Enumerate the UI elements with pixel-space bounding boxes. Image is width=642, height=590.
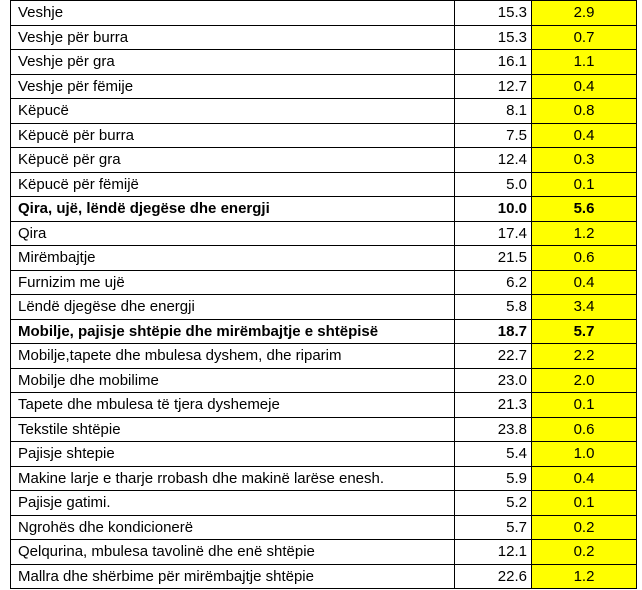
table-row (11, 368, 637, 393)
row-label-cell[interactable]: Këpucë (11, 99, 455, 124)
row-weight-cell[interactable]: 0.8 (532, 99, 637, 124)
table-row (11, 491, 637, 516)
row-label-cell[interactable]: Veshje për burra (11, 25, 455, 50)
row-index-cell[interactable]: 5.4 (455, 442, 532, 467)
table-row (11, 99, 637, 124)
row-label-cell[interactable]: Mobilje,tapete dhe mbulesa dyshem, dhe riparim (11, 344, 455, 369)
row-index-cell[interactable]: 12.7 (455, 74, 532, 99)
row-index-cell[interactable]: 22.7 (455, 344, 532, 369)
table-row (11, 540, 637, 565)
row-label-cell[interactable]: Qelqurina, mbulesa tavolinë dhe enë shtëpie (11, 540, 455, 565)
row-label-cell[interactable]: Veshje për gra (11, 50, 455, 75)
table-row (11, 442, 637, 467)
row-label-cell[interactable]: Pajisje shtepie (11, 442, 455, 467)
table-row (11, 221, 637, 246)
row-label-cell[interactable]: Veshje për fëmije (11, 74, 455, 99)
row-label-cell[interactable]: Ngrohës dhe kondicionerë (11, 515, 455, 540)
row-weight-cell[interactable]: 1.2 (532, 564, 637, 589)
row-weight-cell[interactable]: 0.4 (532, 466, 637, 491)
row-weight-cell[interactable]: 1.2 (532, 221, 637, 246)
row-label-cell[interactable]: Lëndë djegëse dhe energji (11, 295, 455, 320)
row-index-cell[interactable]: 7.5 (455, 123, 532, 148)
row-label-cell[interactable]: Veshje (11, 1, 455, 26)
table-row (11, 50, 637, 75)
table-row (11, 466, 637, 491)
table-row (11, 123, 637, 148)
row-weight-cell[interactable]: 0.1 (532, 393, 637, 418)
row-index-cell[interactable]: 8.1 (455, 99, 532, 124)
row-label-cell[interactable]: Këpucë për fëmijë (11, 172, 455, 197)
table-row (11, 270, 637, 295)
row-index-cell[interactable]: 21.5 (455, 246, 532, 271)
row-weight-cell[interactable]: 3.4 (532, 295, 637, 320)
row-label-cell[interactable]: Pajisje gatimi. (11, 491, 455, 516)
row-index-cell[interactable]: 22.6 (455, 564, 532, 589)
row-index-cell[interactable]: 5.7 (455, 515, 532, 540)
row-index-cell[interactable]: 15.3 (455, 1, 532, 26)
row-weight-cell[interactable]: 0.2 (532, 540, 637, 565)
row-index-cell[interactable]: 12.1 (455, 540, 532, 565)
table-row (11, 74, 637, 99)
row-index-cell[interactable]: 15.3 (455, 25, 532, 50)
row-index-cell[interactable]: 23.0 (455, 368, 532, 393)
row-index-cell[interactable]: 17.4 (455, 221, 532, 246)
row-index-cell[interactable]: 5.8 (455, 295, 532, 320)
table-row (11, 515, 637, 540)
table-row (11, 344, 637, 369)
table-row (11, 393, 637, 418)
row-weight-cell[interactable]: 0.4 (532, 74, 637, 99)
row-label-cell[interactable]: Makine larje e tharje rrobash dhe makinë larëse enesh. (11, 466, 455, 491)
row-index-cell[interactable]: 5.0 (455, 172, 532, 197)
row-label-cell[interactable]: Furnizim me ujë (11, 270, 455, 295)
row-weight-cell[interactable]: 2.0 (532, 368, 637, 393)
row-index-cell[interactable]: 21.3 (455, 393, 532, 418)
row-weight-cell[interactable]: 0.6 (532, 246, 637, 271)
row-label-cell[interactable]: Qira, ujë, lëndë djegëse dhe energji (11, 197, 455, 222)
table-row (11, 246, 637, 271)
row-weight-cell[interactable]: 0.1 (532, 172, 637, 197)
row-index-cell[interactable]: 5.9 (455, 466, 532, 491)
row-weight-cell[interactable]: 0.7 (532, 25, 637, 50)
table-row (11, 25, 637, 50)
row-weight-cell[interactable]: 0.1 (532, 491, 637, 516)
row-weight-cell[interactable]: 0.4 (532, 270, 637, 295)
row-weight-cell[interactable]: 1.0 (532, 442, 637, 467)
row-weight-cell[interactable]: 2.2 (532, 344, 637, 369)
category-row (11, 319, 637, 344)
row-label-cell[interactable]: Tapete dhe mbulesa të tjera dyshemeje (11, 393, 455, 418)
row-index-cell[interactable]: 5.2 (455, 491, 532, 516)
table-row (11, 295, 637, 320)
table-row (11, 148, 637, 173)
row-label-cell[interactable]: Qira (11, 221, 455, 246)
row-weight-cell[interactable]: 1.1 (532, 50, 637, 75)
table-row (11, 417, 637, 442)
row-index-cell[interactable]: 16.1 (455, 50, 532, 75)
row-weight-cell[interactable]: 0.6 (532, 417, 637, 442)
table-body (11, 1, 637, 589)
row-weight-cell[interactable]: 0.2 (532, 515, 637, 540)
row-weight-cell[interactable]: 5.6 (532, 197, 637, 222)
row-label-cell[interactable]: Këpucë për gra (11, 148, 455, 173)
row-label-cell[interactable]: Mirëmbajtje (11, 246, 455, 271)
row-weight-cell[interactable]: 0.4 (532, 123, 637, 148)
row-label-cell[interactable]: Tekstile shtëpie (11, 417, 455, 442)
row-index-cell[interactable]: 23.8 (455, 417, 532, 442)
table-row (11, 172, 637, 197)
row-label-cell[interactable]: Mobilje, pajisje shtëpie dhe mirëmbajtje e shtëpisë (11, 319, 455, 344)
row-label-cell[interactable]: Mobilje dhe mobilime (11, 368, 455, 393)
row-weight-cell[interactable]: 2.9 (532, 1, 637, 26)
row-index-cell[interactable]: 6.2 (455, 270, 532, 295)
category-row (11, 197, 637, 222)
row-index-cell[interactable]: 18.7 (455, 319, 532, 344)
row-index-cell[interactable]: 10.0 (455, 197, 532, 222)
table-row (11, 1, 637, 26)
table-row (11, 564, 637, 589)
row-label-cell[interactable]: Mallra dhe shërbime për mirëmbajtje shtëpie (11, 564, 455, 589)
row-label-cell[interactable]: Këpucë për burra (11, 123, 455, 148)
row-index-cell[interactable]: 12.4 (455, 148, 532, 173)
data-table (10, 0, 637, 589)
row-weight-cell[interactable]: 0.3 (532, 148, 637, 173)
row-weight-cell[interactable]: 5.7 (532, 319, 637, 344)
